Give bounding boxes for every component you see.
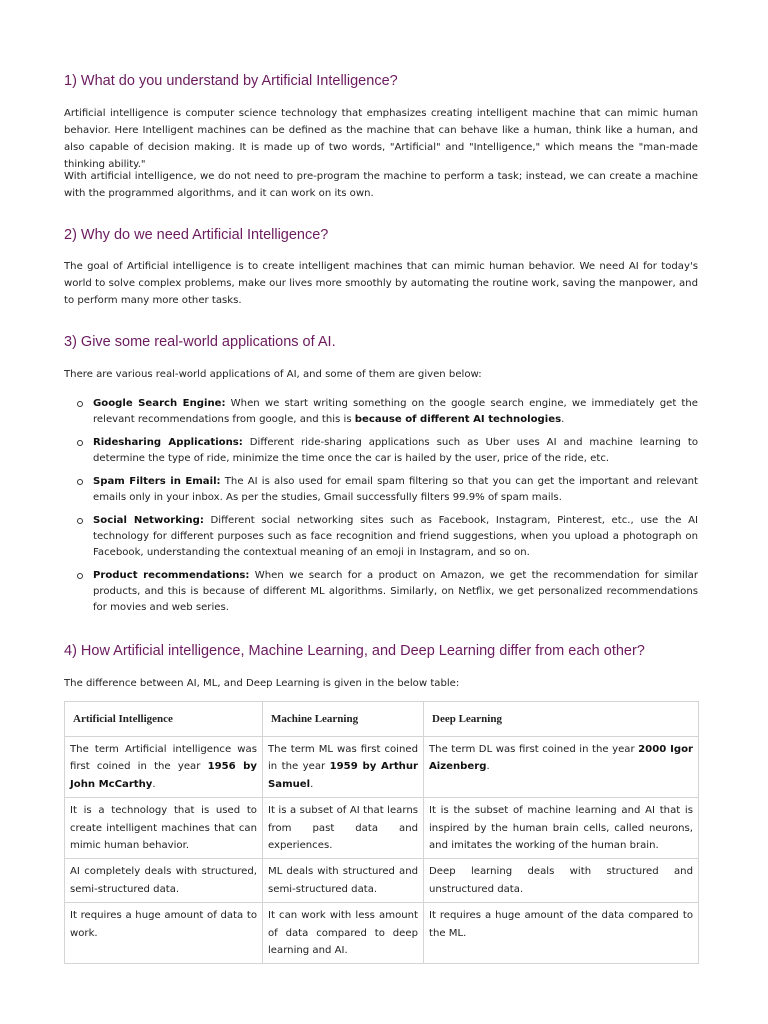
- heading-q4: 4) How Artificial intelligence, Machine Learning, and Deep Learning differ from each other?: [64, 643, 645, 659]
- item-text: When we start writing something on the google search engine, we immediately get the relevant recommendations from google, and this is: [93, 398, 698, 426]
- table-header-row: [65, 702, 699, 737]
- circle-bullet-icon: [77, 518, 83, 524]
- applications-list: [64, 396, 698, 623]
- item-title: Spam Filters in Email:: [93, 475, 221, 487]
- table-row: [65, 798, 699, 859]
- table-cell: ML deals with structured and semi-structured data.: [263, 859, 424, 903]
- heading-q1: 1) What do you understand by Artificial Intelligence?: [64, 73, 398, 89]
- circle-bullet-icon: [77, 573, 83, 579]
- item-text: The AI is also used for email spam filtering so that you can get the important and relevant emails only in your inbox. As per the studies, Gmail successfully filters 99.9% of spam mails.: [93, 475, 698, 504]
- cell-text: The term Artificial intelligence was first coined in the year: [70, 744, 257, 773]
- column-header: Artificial Intelligence: [65, 702, 263, 737]
- table-row: [65, 903, 699, 964]
- item-title: Google Search Engine:: [93, 398, 226, 409]
- cell-text-tail: .: [486, 761, 490, 773]
- cell-text-tail: .: [310, 778, 314, 790]
- table-cell: It is a subset of AI that learns from past data and experiences.: [263, 798, 424, 859]
- table-row: [65, 737, 699, 798]
- q1-paragraph-2: With artificial intelligence, we do not need to pre-program the machine to perform a task; instead, we can create a machine with the programmed algorithms, and it can work on its own.: [64, 171, 698, 199]
- item-text: Different ride-sharing applications such as Uber uses AI and machine learning to determine the type of ride, minimize the time once the car is hailed by the user, price of the ride, etc.: [93, 436, 699, 465]
- item-text: When we search for a product on Amazon, we get the recommendation for similar products, and this is because of different ML algorithms. Similarly, on Netflix, we get personalized recommendations for movies and web series.: [93, 569, 698, 614]
- list-item: [64, 396, 698, 428]
- cell-text: The term ML was first coined in the year: [268, 744, 418, 773]
- item-title: Ridesharing Applications:: [93, 436, 243, 448]
- q2-paragraph-1: The goal of Artificial intelligence is to create intelligent machines that can mimic human behavior. We need AI for today's world to solve complex problems, make our lives more smoothly by automating the routine work, saving the manpower, and to perform many more other tasks.: [64, 261, 698, 306]
- q1-paragraph-1: Artificial intelligence is computer science technology that emphasizes creating intelligent machine that can mimic human behavior. Here Intelligent machines can be defined as the machine that can behave like a human, think like a human, and also capable of decision making. It is made up of two words, "Artificial" and "Intelligence," which means the "man-made thinking ability.": [64, 108, 698, 170]
- circle-bullet-icon: [77, 479, 83, 485]
- table-row: [65, 859, 699, 903]
- cell-text: The term DL was first coined in the year: [429, 744, 639, 755]
- item-title: Product recommendations:: [93, 569, 250, 581]
- cell-text-tail: .: [152, 778, 156, 790]
- cell-bold-text: 1956 by John McCarthy: [70, 761, 257, 790]
- column-header: Machine Learning: [263, 702, 424, 737]
- item-bold-text: because of different AI technologies: [354, 414, 562, 426]
- comparison-table: [64, 701, 699, 964]
- list-item: [64, 474, 698, 506]
- table-cell: It is the subset of machine learning and AI that is inspired by the human brain cells, called neurons, and imitates the working of the human brain.: [424, 798, 699, 859]
- cell-bold-text: 2000 Igor Aizenberg: [429, 744, 693, 773]
- item-text-tail: .: [561, 414, 565, 426]
- table-cell: [424, 737, 699, 798]
- cell-bold-text: 1959 by Arthur Samuel: [268, 761, 418, 790]
- heading-q3: 3) Give some real-world applications of AI.: [64, 334, 336, 350]
- circle-bullet-icon: [77, 401, 83, 407]
- heading-q2: 2) Why do we need Artificial Intelligence?: [64, 227, 329, 243]
- table-cell: [263, 737, 424, 798]
- list-item: [64, 513, 698, 562]
- column-header: Deep Learning: [424, 702, 699, 737]
- item-text: Different social networking sites such as Facebook, Instagram, Pinterest, etc., use the AI technology for different purposes such as face recognition and friend suggestions, when you upload a photograph on Facebook, understanding the contextual meaning of an emoji in Instagram, and so on.: [93, 514, 698, 559]
- table-cell: AI completely deals with structured, semi-structured data.: [65, 859, 263, 903]
- q3-intro: There are various real-world applications of AI, and some of them are given below:: [64, 369, 482, 380]
- table-cell: [65, 737, 263, 798]
- table-cell: Deep learning deals with structured and unstructured data.: [424, 859, 699, 903]
- circle-bullet-icon: [77, 440, 83, 446]
- table-cell: It requires a huge amount of the data compared to the ML.: [424, 903, 699, 964]
- table-cell: It can work with less amount of data compared to deep learning and AI.: [263, 903, 424, 964]
- q4-intro: The difference between AI, ML, and Deep Learning is given in the below table:: [64, 678, 460, 689]
- table-cell: It is a technology that is used to create intelligent machines that can mimic human behavior.: [65, 798, 263, 859]
- table-cell: It requires a huge amount of data to work.: [65, 903, 263, 964]
- list-item: [64, 568, 698, 617]
- item-title: Social Networking:: [93, 514, 204, 526]
- list-item: [64, 435, 698, 467]
